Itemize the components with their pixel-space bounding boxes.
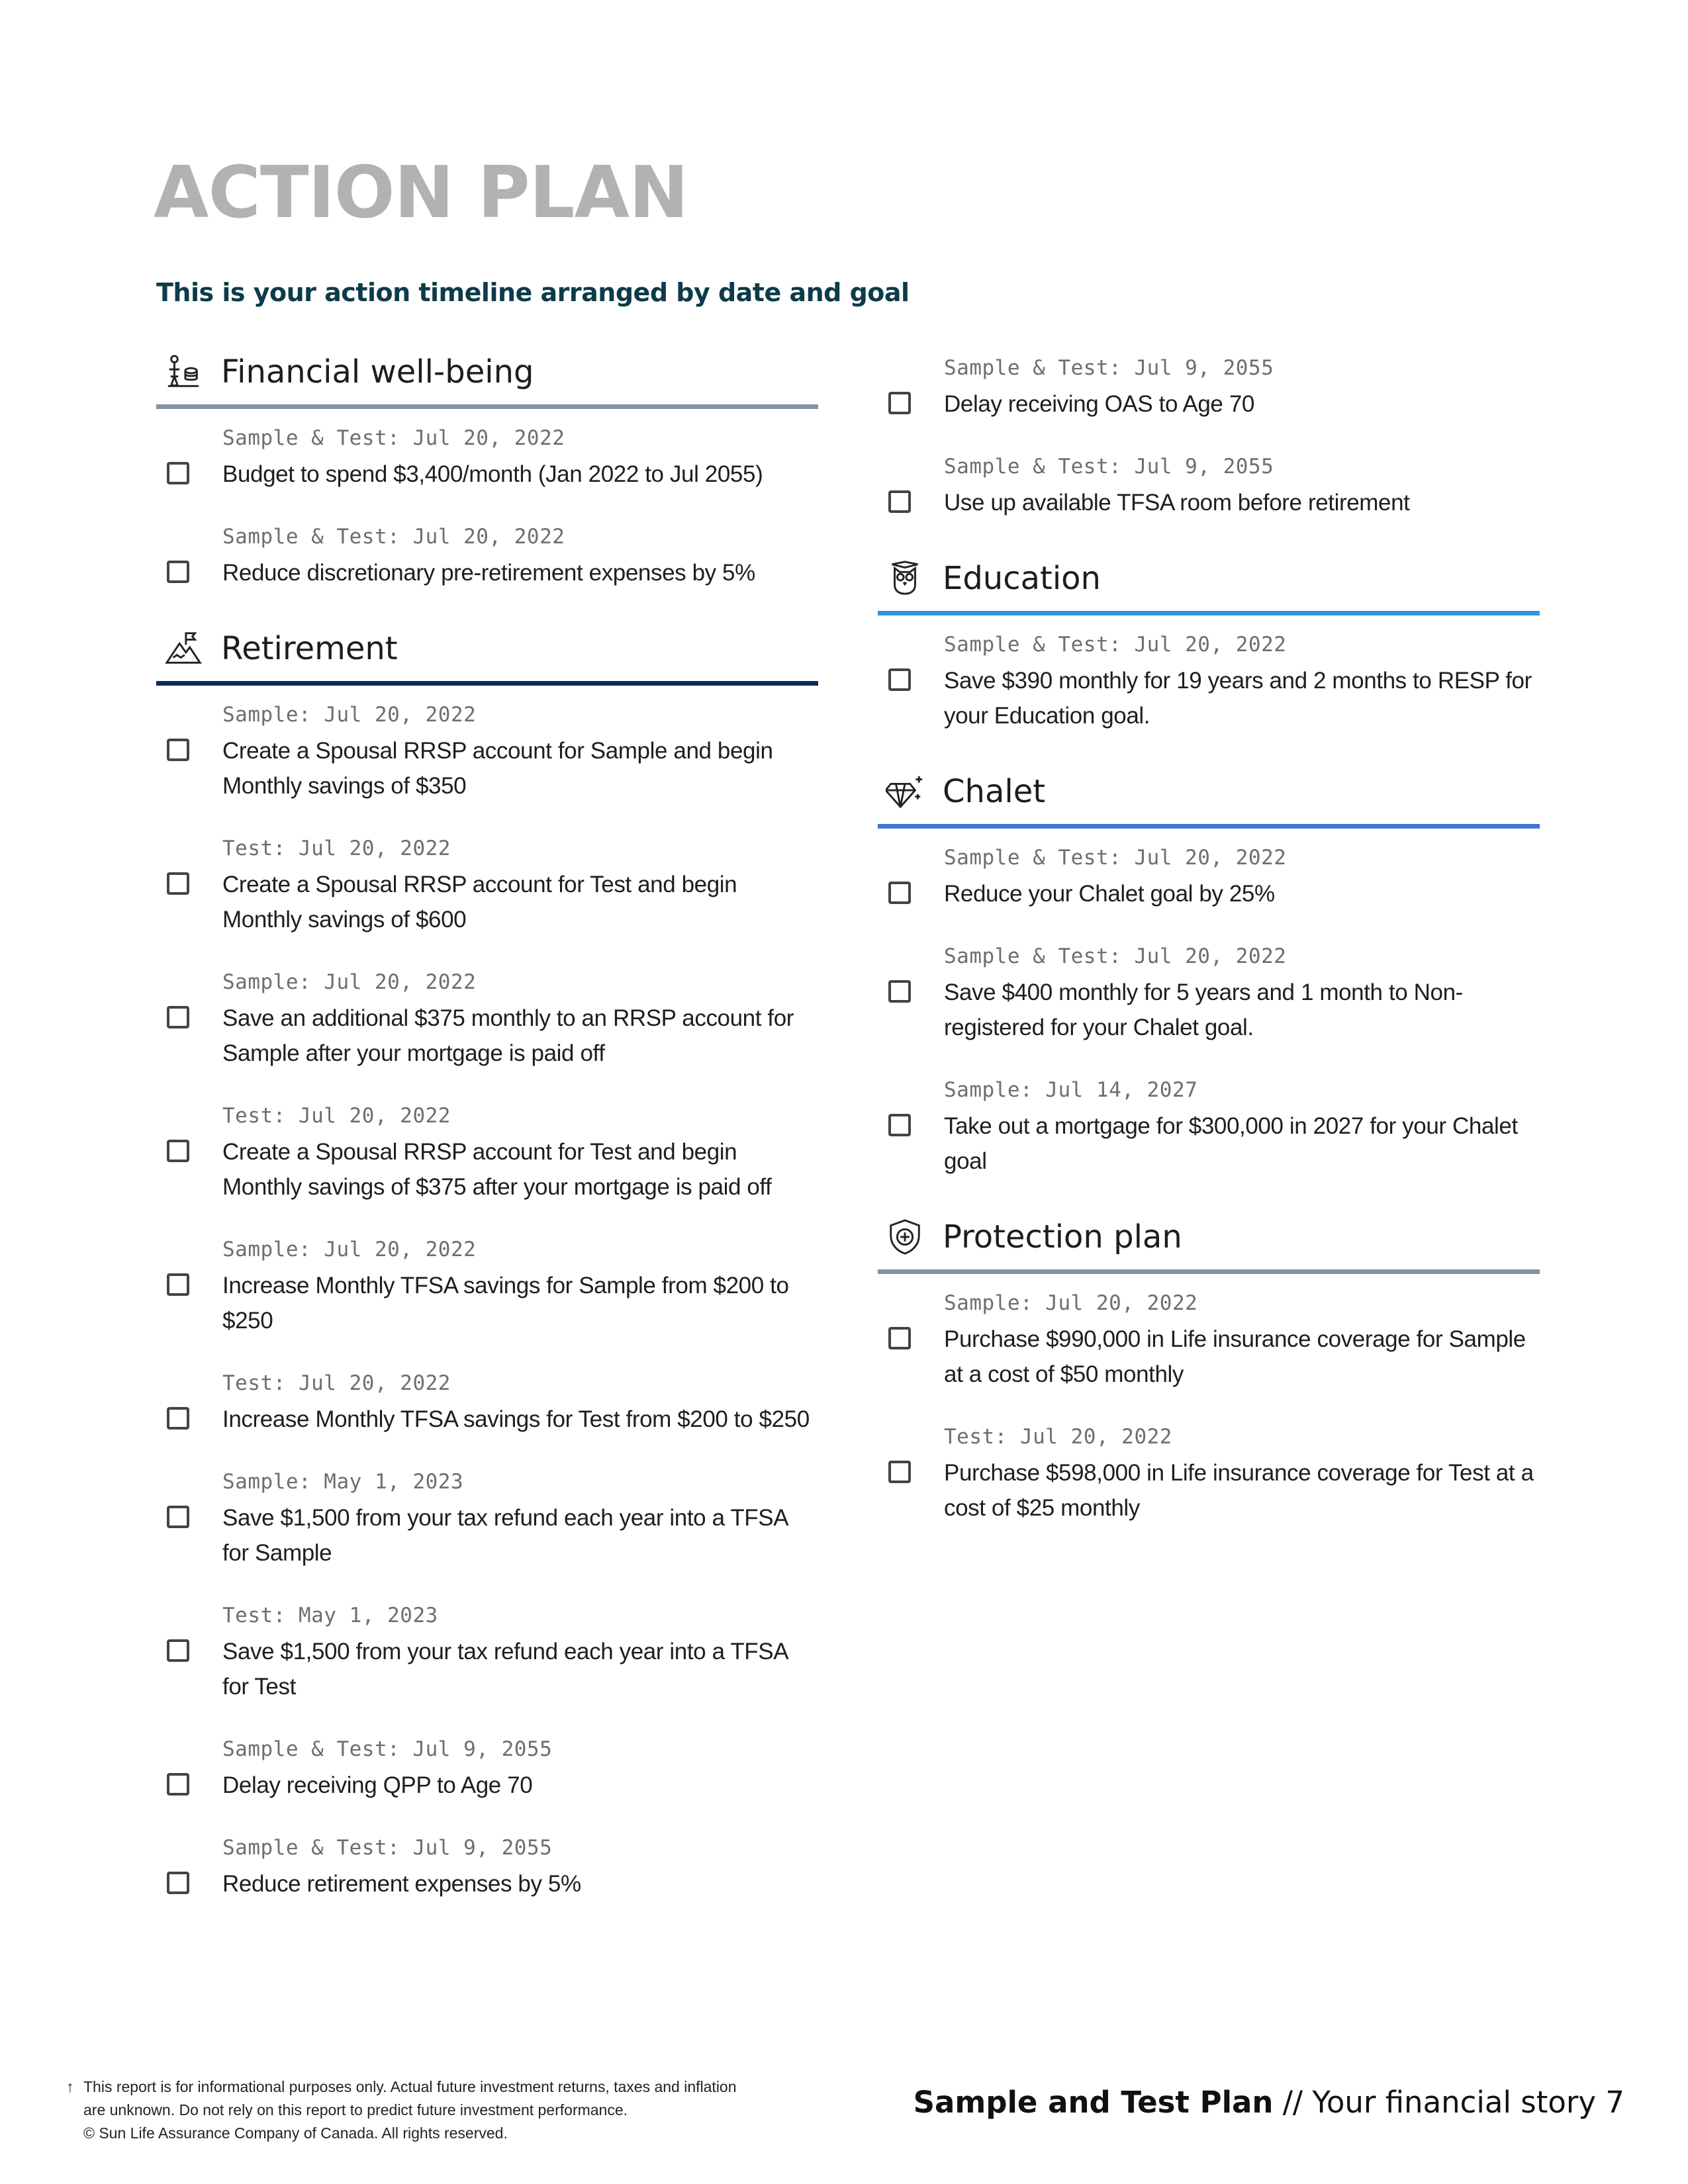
section-title: Retirement bbox=[221, 629, 398, 667]
page-subtitle: This is your action timeline arranged by date and goal bbox=[156, 278, 910, 307]
action-text: Save $1,500 from your tax refund each year into a TFSA for Sample bbox=[222, 1505, 788, 1566]
action-item bbox=[156, 522, 818, 590]
action-text: Create a Spousal RRSP account for Sample and begin Monthly savings of $350 bbox=[222, 738, 773, 799]
section-education bbox=[878, 551, 1540, 733]
action-item bbox=[156, 1235, 818, 1338]
action-item bbox=[878, 1075, 1540, 1179]
action-text: Increase Monthly TFSA savings for Sample from $200 to $250 bbox=[222, 1273, 789, 1334]
disclaimer bbox=[66, 2075, 861, 2145]
section-protection bbox=[878, 1209, 1540, 1525]
action-text: Create a Spousal RRSP account for Test and begin Monthly savings of $600 bbox=[222, 872, 737, 933]
section-retirement-continued bbox=[878, 353, 1540, 520]
page-label: // Your financial story 7 bbox=[1282, 2085, 1624, 2120]
page-title: ACTION PLAN bbox=[154, 152, 688, 234]
action-text: Save an additional $375 monthly to an RRSP account for Sample after your mortgage is paid off bbox=[222, 1005, 794, 1066]
section-retirement bbox=[156, 621, 818, 1901]
action-date: Sample & Test: Jul 20, 2022 bbox=[222, 426, 565, 450]
action-item bbox=[878, 353, 1540, 422]
section-title: Chalet bbox=[943, 772, 1046, 810]
action-item bbox=[156, 1601, 818, 1704]
owl-icon bbox=[884, 558, 925, 599]
scale-balance-icon bbox=[163, 351, 204, 392]
action-checkbox[interactable] bbox=[888, 1461, 911, 1483]
action-date: Sample & Test: Jul 20, 2022 bbox=[944, 944, 1287, 968]
section-header bbox=[878, 764, 1540, 829]
action-date: Sample & Test: Jul 20, 2022 bbox=[944, 846, 1287, 870]
item-list bbox=[156, 686, 818, 1901]
action-item bbox=[156, 1467, 818, 1570]
action-item bbox=[878, 1422, 1540, 1525]
action-date: Test: Jul 20, 2022 bbox=[222, 837, 451, 860]
section-chalet bbox=[878, 764, 1540, 1179]
action-item bbox=[156, 424, 818, 492]
action-text: Delay receiving QPP to Age 70 bbox=[222, 1772, 533, 1798]
action-text: Increase Monthly TFSA savings for Test from $200 to $250 bbox=[222, 1406, 810, 1432]
action-checkbox[interactable] bbox=[167, 1773, 189, 1796]
action-date: Test: Jul 20, 2022 bbox=[222, 1104, 451, 1128]
action-checkbox[interactable] bbox=[167, 1872, 189, 1894]
action-item bbox=[878, 1289, 1540, 1392]
action-checkbox[interactable] bbox=[888, 1114, 911, 1136]
disclaimer-line: are unknown. Do not rely on this report to predict future investment performance. bbox=[83, 2101, 628, 2118]
action-checkbox[interactable] bbox=[888, 490, 911, 513]
action-checkbox[interactable] bbox=[167, 1273, 189, 1296]
action-checkbox[interactable] bbox=[167, 1639, 189, 1662]
action-date: Sample: Jul 20, 2022 bbox=[944, 1291, 1198, 1315]
action-date: Sample & Test: Jul 9, 2055 bbox=[944, 356, 1274, 380]
footer-brand bbox=[914, 2085, 1624, 2120]
right-column bbox=[878, 353, 1540, 1556]
action-checkbox[interactable] bbox=[888, 1327, 911, 1349]
action-checkbox[interactable] bbox=[167, 561, 189, 583]
action-date: Test: Jul 20, 2022 bbox=[222, 1371, 451, 1395]
action-item bbox=[156, 1833, 818, 1901]
action-text: Use up available TFSA room before retirement bbox=[944, 490, 1410, 516]
action-item bbox=[156, 1101, 818, 1205]
action-item bbox=[156, 968, 818, 1071]
shield-cross-icon bbox=[884, 1216, 925, 1257]
action-text: Purchase $598,000 in Life insurance coverage for Test at a cost of $25 monthly bbox=[944, 1460, 1534, 1521]
item-list bbox=[156, 409, 818, 590]
action-date: Sample & Test: Jul 20, 2022 bbox=[944, 633, 1287, 657]
action-text: Reduce your Chalet goal by 25% bbox=[944, 881, 1275, 907]
plan-name: Sample and Test Plan bbox=[913, 2085, 1274, 2120]
section-financial bbox=[156, 344, 818, 590]
action-checkbox[interactable] bbox=[167, 1006, 189, 1028]
action-item bbox=[156, 834, 818, 937]
action-item bbox=[156, 1735, 818, 1803]
action-checkbox[interactable] bbox=[167, 462, 189, 484]
section-header bbox=[878, 551, 1540, 615]
action-text: Budget to spend $3,400/month (Jan 2022 to Jul 2055) bbox=[222, 461, 763, 487]
action-checkbox[interactable] bbox=[167, 739, 189, 761]
item-list bbox=[878, 353, 1540, 520]
action-date: Test: Jul 20, 2022 bbox=[944, 1425, 1172, 1449]
item-list bbox=[878, 1274, 1540, 1525]
action-checkbox[interactable] bbox=[167, 872, 189, 895]
disclaimer-line: © Sun Life Assurance Company of Canada. All rights reserved. bbox=[83, 2124, 508, 2142]
action-text: Save $400 monthly for 5 years and 1 month to Non-registered for your Chalet goal. bbox=[944, 979, 1463, 1040]
action-text: Reduce retirement expenses by 5% bbox=[222, 1871, 581, 1897]
action-checkbox[interactable] bbox=[167, 1506, 189, 1528]
action-item bbox=[156, 700, 818, 803]
action-date: Sample: May 1, 2023 bbox=[222, 1470, 464, 1494]
arrow-up-icon: ↑ bbox=[66, 2078, 74, 2095]
action-item bbox=[878, 843, 1540, 911]
action-checkbox[interactable] bbox=[888, 668, 911, 691]
action-text: Save $1,500 from your tax refund each year into a TFSA for Test bbox=[222, 1639, 788, 1700]
action-checkbox[interactable] bbox=[167, 1407, 189, 1430]
section-header bbox=[156, 621, 818, 686]
action-text: Reduce discretionary pre-retirement expenses by 5% bbox=[222, 560, 755, 586]
left-column bbox=[156, 344, 818, 1932]
item-list bbox=[878, 615, 1540, 733]
action-date: Sample: Jul 20, 2022 bbox=[222, 970, 477, 994]
section-header bbox=[878, 1209, 1540, 1274]
action-text: Delay receiving OAS to Age 70 bbox=[944, 391, 1254, 417]
mountain-flag-icon bbox=[163, 628, 204, 669]
action-text: Take out a mortgage for $300,000 in 2027 for your Chalet goal bbox=[944, 1113, 1518, 1174]
section-title: Financial well-being bbox=[221, 353, 534, 390]
action-date: Test: May 1, 2023 bbox=[222, 1604, 438, 1627]
action-date: Sample & Test: Jul 9, 2055 bbox=[944, 455, 1274, 478]
section-header bbox=[156, 344, 818, 409]
section-title: Protection plan bbox=[943, 1218, 1182, 1255]
action-checkbox[interactable] bbox=[888, 882, 911, 904]
action-item bbox=[156, 1369, 818, 1437]
item-list bbox=[878, 829, 1540, 1179]
action-date: Sample: Jul 14, 2027 bbox=[944, 1078, 1198, 1102]
action-item bbox=[878, 630, 1540, 733]
action-item bbox=[878, 942, 1540, 1045]
action-text: Create a Spousal RRSP account for Test and begin Monthly savings of $375 after your mortgage is paid off bbox=[222, 1139, 772, 1200]
action-date: Sample & Test: Jul 9, 2055 bbox=[222, 1737, 553, 1761]
action-text: Save $390 monthly for 19 years and 2 months to RESP for your Education goal. bbox=[944, 668, 1532, 729]
action-date: Sample: Jul 20, 2022 bbox=[222, 1238, 477, 1261]
action-checkbox[interactable] bbox=[167, 1140, 189, 1162]
action-text: Purchase $990,000 in Life insurance coverage for Sample at a cost of $50 monthly bbox=[944, 1326, 1526, 1387]
section-title: Education bbox=[943, 559, 1101, 597]
action-item bbox=[878, 452, 1540, 520]
action-checkbox[interactable] bbox=[888, 392, 911, 414]
action-date: Sample & Test: Jul 20, 2022 bbox=[222, 525, 565, 549]
action-checkbox[interactable] bbox=[888, 980, 911, 1003]
diamond-sparkle-icon bbox=[884, 771, 925, 812]
action-date: Sample: Jul 20, 2022 bbox=[222, 703, 477, 727]
disclaimer-line: This report is for informational purposes only. Actual future investment returns, taxes and inflation bbox=[83, 2078, 737, 2095]
action-date: Sample & Test: Jul 9, 2055 bbox=[222, 1836, 553, 1860]
